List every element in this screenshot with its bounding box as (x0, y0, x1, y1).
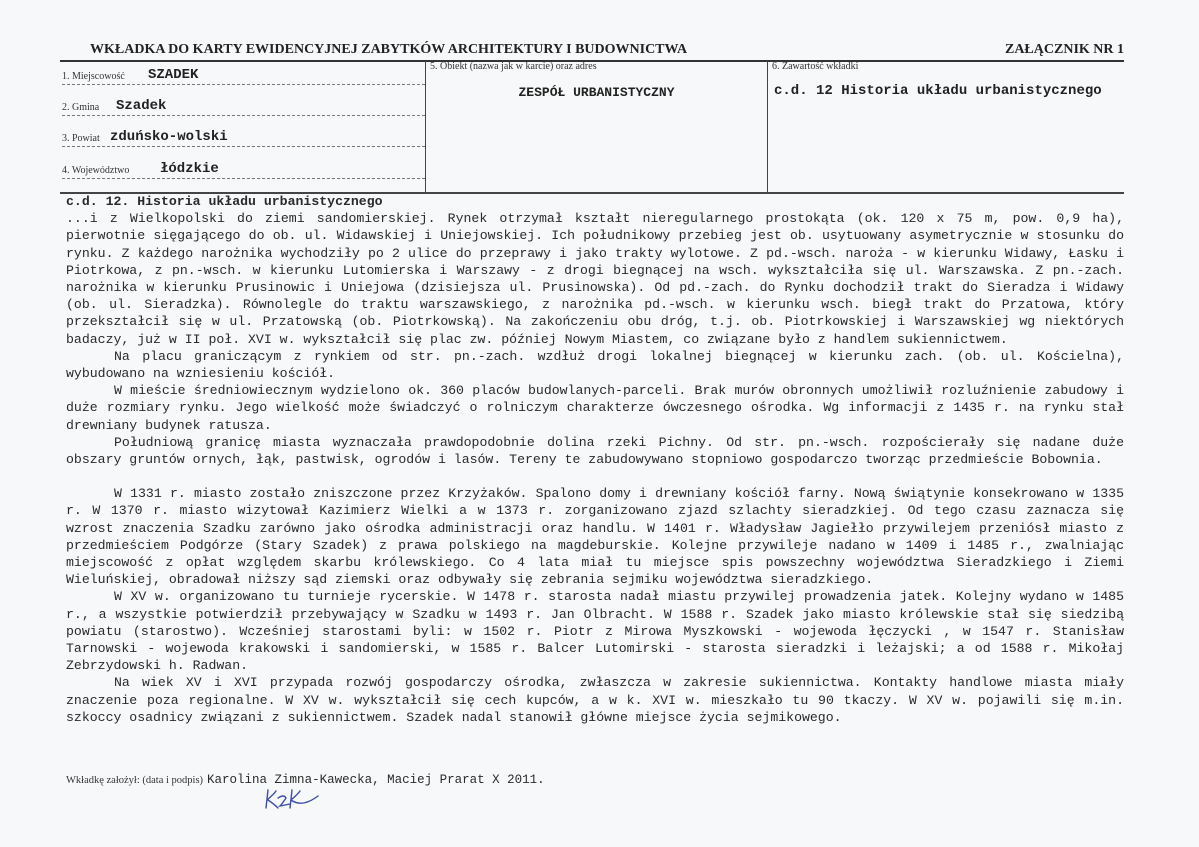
field-label: 2. Gmina (62, 102, 100, 113)
history-body (66, 193, 1124, 726)
object-value: ZESPÓŁ URBANISTYCZNY (518, 85, 675, 100)
paragraph: W XV w. organizowano tu turnieje rycerskie. W 1478 r. starosta nadał miastu przywilej prowadzenia jatek. Kolejny wydano w 1485 r., a wszystkie potwierdził przebywający w Szadku w 1493 r. Jan Olbracht. W 1588 r. Szadek jako miasto królewskie stał się siedzibą powiatu (starostwo). Wcześniej starostami byli: w 1502 r. Piotr z Mirowa Myszkowski - wojewoda łęczycki , w 1547 r. Stanisław Tarnowski - wojewoda krakowski i sandomierski, w 1585 r. Balcer Lutomirski - starosta sieradzki i leżajski; a od 1588 r. Mikołaj Zebrzydowski h. Radwan. (66, 589, 1124, 674)
paragraph: Na placu graniczącym z rynkiem od str. pn.-zach. wzdłuż drogi lokalnej biegnącej w kierunku zach. (ob. ul. Kościelna), wybudowano na wzniesieniu kościół. (66, 348, 1124, 382)
contents-value: c.d. 12 Historia układu urbanistycznego (774, 83, 1102, 99)
field-gmina (62, 93, 425, 116)
field-value: Szadek (116, 98, 167, 114)
object-label: 5. Obiekt (nazwa jak w karcie) oraz adres (430, 61, 597, 72)
annex-label: ZAŁĄCZNIK NR 1 (1004, 42, 1124, 57)
location-fields (60, 61, 425, 192)
field-powiat (62, 124, 425, 147)
document-title: WKŁADKA DO KARTY EWIDENCYJNEJ ZABYTKÓW ARCHITEKTURY I BUDOWNICTWA (90, 42, 688, 57)
field-value: łódzkie (160, 161, 219, 177)
field-label: 1. Miejscowość (62, 71, 125, 82)
field-miejscowosc (62, 62, 425, 85)
author-label: Wkładkę założył: (data i podpis) (66, 775, 204, 786)
paragraph: ...i z Wielkopolski do ziemi sandomierskiej. Rynek otrzymał kształt nieregularnego prostokąta (ok. 120 x 75 m, pow. 0,9 ha), pierwotnie sięgającego do ob. ul. Widawskiej i Uniejowskiej. Ich południkowy przebieg jest ob. usytuowany asymetrycznie w stosunku do rynku. Z każdego narożnika wychodziły po 2 ulice do przeprawy i jako trakty wylotowe. Z pd.-wsch. naroża - w kierunku Widawy, Łasku i Piotrkowa, z pn.-wsch. w kierunku Lutomierska i Warszawy - z drogi biegnącej na wsch. wykształciła się ul. Warszawska. Z pn.-zach. narożnika w kierunku Prusinowic i Uniejowa (dzisiejsza ul. Prusinowska). Od pd.-zach. do Rynku dochodził trakt do Sieradza i Widawy (ob. ul. Sieradzka). Równolegle do traktu warszawskiego, z narożnika pd.-wsch. w kierunku wsch. biegł trakt do Przatowa, który przekształcił się w ul. Przatowską (ob. Piotrkowską). Na zakończeniu obu dróg, t.j. ob. Piotrkowskiej i Warszawskiej wg niektórych badaczy, już w II poł. XVI w. wykształcił się plac zw. później Nowym Miastem, co związane było z handlem sukiennictwem. (66, 211, 1124, 347)
paragraph: W 1331 r. miasto zostało zniszczone przez Krzyżaków. Spalono domy i drewniany kościół farny. Nową świątynie konsekrowano w 1335 r. W 1370 r. miasto wizytował Kazimierz Wielki a w 1373 r. zorganizowano zjazd szlachty sieradzkiej. Od tego czasu zaznacza się wzrost znaczenia Szadku zarówno jako ośrodka administracji oraz handlu. W 1401 r. Władysław Jagiełło przywilejem przeniósł miasto z przedmieściem Podgórze (Stary Szadek) z prawa polskiego na magdeburskie. Kolejne przywileje nadano w 1409 i 1485 r., zwalniając miejscowość z opłat względem skarbu królewskiego. Co 4 lata miał tu miejsce spis powszechny województwa Sieradzkiego i Ziemi Wieluńskiej, obradował niższy sąd ziemski oraz odbywały się zebrania sejmiku województwa sieradzkiego. (66, 486, 1124, 588)
paragraph: Południową granicę miasta wyznaczała prawdopodobnie dolina rzeki Pichny. Od str. pn.-wsch. rozpościerały się nadane duże obszary gruntów ornych, łąk, pastwisk, ogrodów i lasów. Tereny te zabudowywano stopniowo gospodarczo tworząc przedmieście Bobownia. (66, 434, 1124, 468)
document-header (60, 42, 1124, 62)
paragraph: Na wiek XV i XVI przypada rozwój gospodarczy ośrodka, zwłaszcza w zakresie sukiennictwa. Kontakty handlowe miasta miały znaczenie poza regionalne. W XV w. wykształcił się cech kupców, a w k. XVI w. mieszkało tu 90 tkaczy. W XV w. pojawili się m.in. szkoccy osadnicy związani z sukiennictwem. Szadek nadal stanowił główne miejsce życia sejmikowego. (66, 675, 1124, 725)
paragraph: W mieście średniowiecznym wydzielono ok. 360 placów budowlanych-parceli. Brak murów obronnych umożliwił rozluźnienie zabudowy i duże rozmiary rynku. Jego wielkość może świadczyć o rolniczym charakterze ówczesnego ośrodka. Wg informacji z 1435 r. na rynku stał drewniany budynek ratusza. (66, 383, 1124, 433)
object-cell (426, 61, 767, 192)
field-label: 4. Województwo (62, 165, 130, 176)
field-value: SZADEK (148, 67, 199, 83)
author-value: Karolina Zimna-Kawecka, Maciej Prarat X 2011. (207, 773, 545, 787)
signature-icon (262, 786, 322, 812)
field-wojewodztwo (62, 156, 425, 179)
section-title: c.d. 12. Historia układu urbanistycznego (66, 194, 383, 209)
contents-cell (768, 61, 1124, 192)
contents-label: 6. Zawartość wkładki (772, 61, 859, 72)
form-header-box (60, 61, 1124, 194)
field-label: 3. Powiat (62, 133, 100, 144)
field-value: zduńsko-wolski (110, 129, 228, 145)
